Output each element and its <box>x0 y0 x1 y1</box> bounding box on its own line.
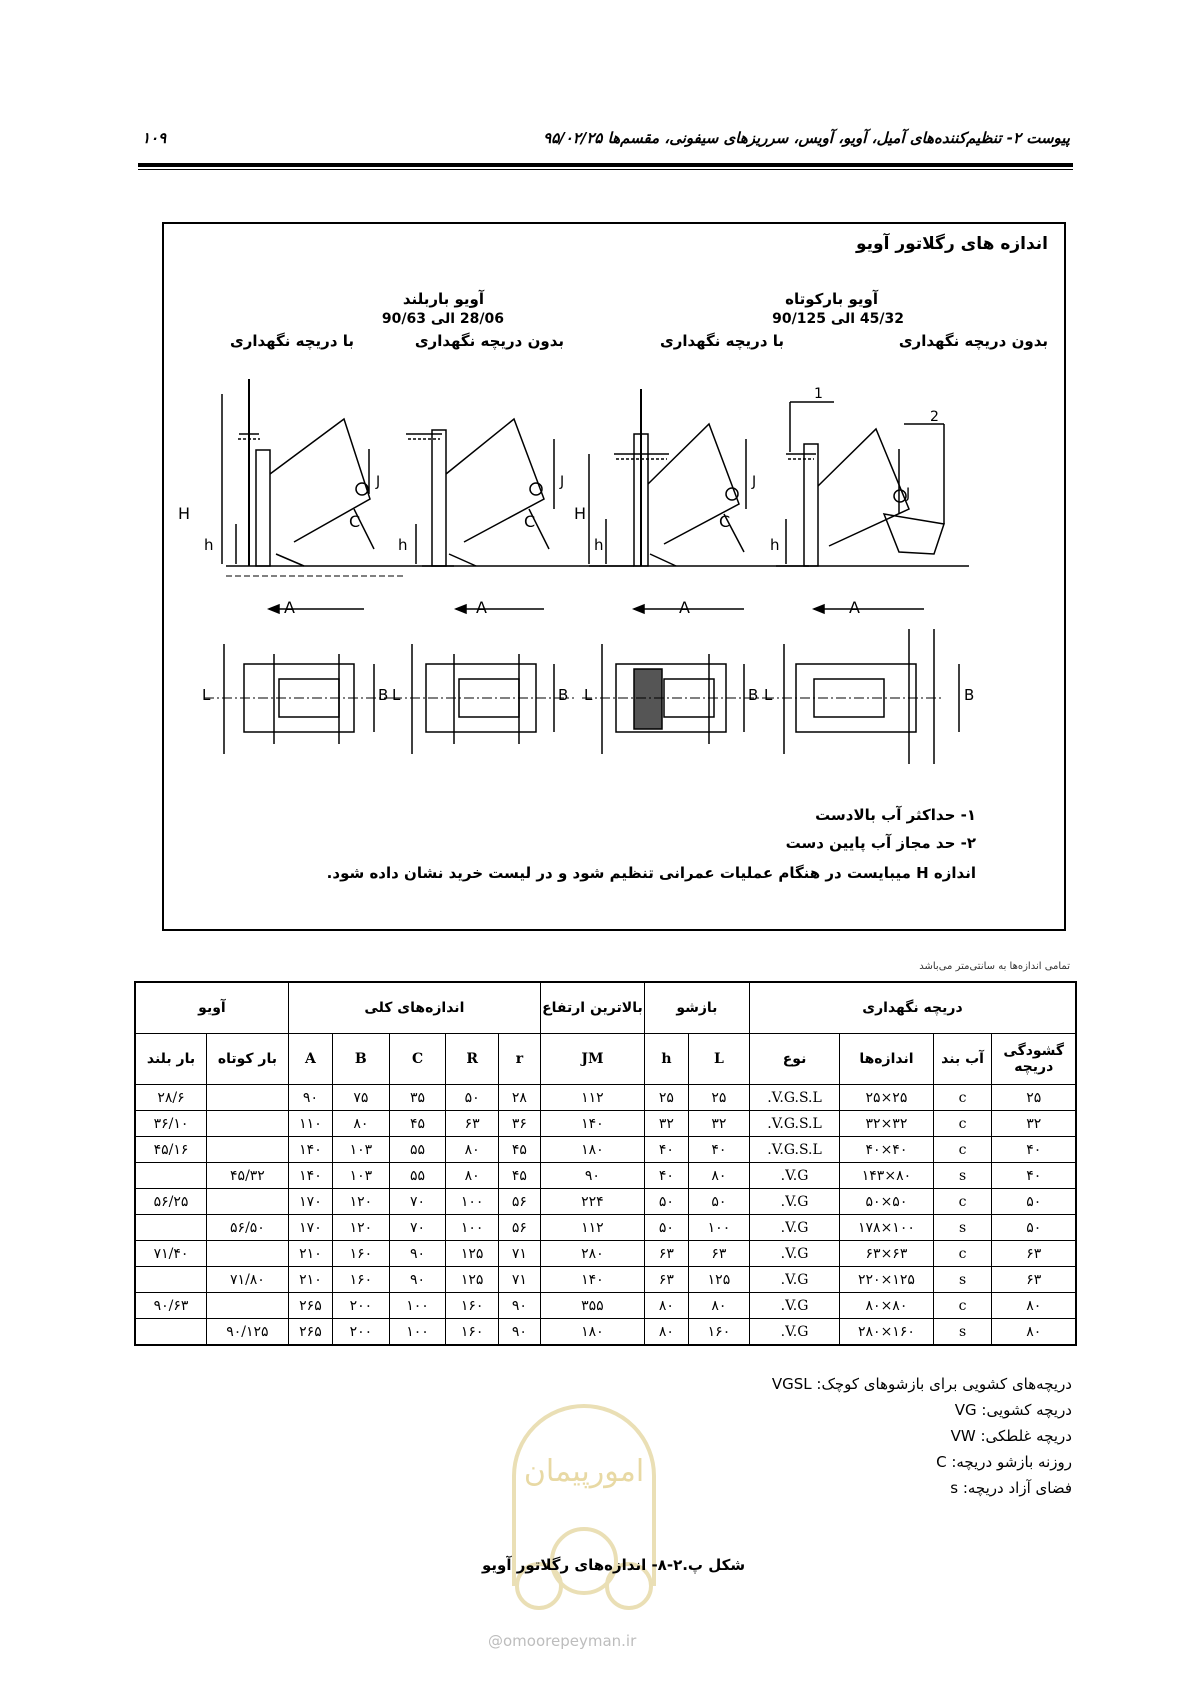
table-cell: ۱۲۵ <box>446 1267 499 1293</box>
table-cell: ۱۴۰ <box>288 1163 332 1189</box>
table-cell: V.G.S.L. <box>749 1111 839 1137</box>
table-cell: ۱۱۲ <box>540 1085 644 1111</box>
elevation-view-1 <box>222 379 454 613</box>
table-cell: ۷۱ <box>498 1241 540 1267</box>
table-cell: ۱۲۵×۲۲۰ <box>840 1267 933 1293</box>
legend-vgsl: دریچه‌های کشویی برای بازشوهای کوچک: VGSL <box>771 1375 1072 1393</box>
figure-title: اندازه های رگلاتور آویو <box>855 234 1048 254</box>
table-cell: ۴۵/۱۶ <box>135 1137 206 1163</box>
sub-with-door-1: با دریچه نگهداری <box>659 332 784 350</box>
table-cell: ۴۵ <box>498 1163 540 1189</box>
table-cell: ۴۰ <box>688 1137 749 1163</box>
table-units-note: تمامی اندازه‌ها به سانتی‌متر می‌باشد <box>919 961 1070 972</box>
table-cell: ۸۰ <box>992 1319 1076 1346</box>
table-cell: ۲۵ <box>688 1085 749 1111</box>
col-h: h <box>644 1034 688 1085</box>
table-cell: ۱۰۰ <box>446 1215 499 1241</box>
table-cell <box>206 1137 288 1163</box>
label-H-1: H <box>178 504 191 523</box>
table-cell <box>206 1111 288 1137</box>
table-cell: ۸۰ <box>688 1293 749 1319</box>
table-cell: V.G. <box>749 1215 839 1241</box>
table-cell: ۵۵ <box>389 1137 446 1163</box>
plan-view-2 <box>392 644 574 754</box>
table-cell: ۵۶/۵۰ <box>206 1215 288 1241</box>
label-1: 1 <box>814 386 823 402</box>
label-B-4: B <box>964 686 975 704</box>
table-cell: ۴۵ <box>498 1137 540 1163</box>
table-cell: ۲۱۰ <box>288 1241 332 1267</box>
table-cell: c <box>933 1137 992 1163</box>
table-cell: V.G. <box>749 1319 839 1346</box>
table-cell: ۱۸۰ <box>540 1137 644 1163</box>
table-cell: ۶۳×۶۳ <box>840 1241 933 1267</box>
table-body <box>135 1085 1076 1346</box>
table-cell: ۳۲ <box>992 1111 1076 1137</box>
table-cell: ۱۰۰ <box>446 1189 499 1215</box>
table-cell: ۸۰ <box>333 1111 390 1137</box>
table-row <box>135 1163 1076 1189</box>
header-rule-thin <box>138 169 1073 170</box>
label-C-1: C <box>349 512 361 531</box>
plan-view-3 <box>582 644 764 754</box>
table-cell: ۳۲×۳۲ <box>840 1111 933 1137</box>
col-dims: اندازه‌ها <box>840 1034 933 1085</box>
label-JM-1: J <box>376 474 381 490</box>
table-cell: ۱۶۰×۲۸۰ <box>840 1319 933 1346</box>
table-cell: ۳۲ <box>644 1111 688 1137</box>
table-cell: ۱۴۰ <box>540 1267 644 1293</box>
table-cell: ۱۲۰ <box>333 1215 390 1241</box>
label-A-2: A <box>476 598 487 617</box>
table-cell: ۸۰×۸۰ <box>840 1293 933 1319</box>
table-cell: s <box>933 1267 992 1293</box>
table-cell: ۵۰ <box>992 1189 1076 1215</box>
group-header-max-height: بالاترین ارتفاع <box>540 982 644 1034</box>
table-cell: s <box>933 1319 992 1346</box>
table-cell: ۶۳ <box>992 1267 1076 1293</box>
label-L-2: L <box>392 686 401 704</box>
sub-without-door-1: بدون دریچه نگهداری <box>898 332 1048 350</box>
header-rule-thick <box>138 163 1073 167</box>
col-seal: آب بند <box>933 1034 992 1085</box>
label-JM-4: J <box>906 486 911 502</box>
table-cell: ۹۰ <box>498 1319 540 1346</box>
table-cell: ۶۳ <box>446 1111 499 1137</box>
legend-vw: دریچه غلطکی: VW <box>950 1427 1072 1445</box>
table-row <box>135 1085 1076 1111</box>
table-cell: c <box>933 1085 992 1111</box>
group-header-avio: آویو <box>135 982 288 1034</box>
table-cell: ۵۰ <box>644 1215 688 1241</box>
table-cell: ۲۵×۲۵ <box>840 1085 933 1111</box>
table-row <box>135 1241 1076 1267</box>
table-cell: c <box>933 1111 992 1137</box>
table-cell <box>135 1215 206 1241</box>
label-h-2: h <box>398 536 408 554</box>
table-cell: ۸۰×۱۴۳ <box>840 1163 933 1189</box>
table-cell: ۲۸ <box>498 1085 540 1111</box>
group-header-overall: اندازه‌های کلی <box>288 982 540 1034</box>
table-cell: c <box>933 1241 992 1267</box>
label-h-4: h <box>770 536 780 554</box>
label-L-3: L <box>584 686 593 704</box>
table-cell: ۸۰ <box>644 1293 688 1319</box>
table-cell <box>206 1293 288 1319</box>
table-cell: ۱۰۰×۱۷۸ <box>840 1215 933 1241</box>
sub-with-door-2: با دریچه نگهداری <box>229 332 354 350</box>
table-cell: ۵۰ <box>446 1085 499 1111</box>
table-cell: ۱۱۲ <box>540 1215 644 1241</box>
table-cell: V.G.S.L. <box>749 1085 839 1111</box>
table-cell: ۸۰ <box>992 1293 1076 1319</box>
table-cell: ۸۰ <box>688 1163 749 1189</box>
page-header-title: پیوست ۲- تنظیم‌کننده‌های آمیل، آویو، آویس، سرریزهای سیفونی، مقسم‌ها ۹۵/۰۲/۲۵ <box>543 129 1070 147</box>
table-cell: V.G. <box>749 1163 839 1189</box>
label-JM-2: J <box>560 474 565 490</box>
table-cell: ۲۶۵ <box>288 1293 332 1319</box>
table-cell: V.G.S.L. <box>749 1137 839 1163</box>
table-cell: ۲۸۰ <box>540 1241 644 1267</box>
table-cell: s <box>933 1215 992 1241</box>
label-L-1: L <box>202 686 211 704</box>
table-cell: ۶۳ <box>688 1241 749 1267</box>
table-row <box>135 1319 1076 1346</box>
table-cell: ۸۰ <box>446 1163 499 1189</box>
table-cell: ۷۱/۴۰ <box>135 1241 206 1267</box>
table-cell: ۱۶۰ <box>446 1319 499 1346</box>
figure-note-3: اندازه H میبایست در هنگام عملیات عمرانی تنظیم شود و در لیست خرید نشان داده شود. <box>326 864 976 882</box>
label-B-3: B <box>748 686 759 704</box>
table-cell: ۷۱/۸۰ <box>206 1267 288 1293</box>
legend-vg: دریچه کشویی: VG <box>954 1401 1072 1419</box>
table-cell: ۱۲۵ <box>688 1267 749 1293</box>
col-long-load: بار بلند <box>135 1034 206 1085</box>
table-row <box>135 1189 1076 1215</box>
col-A: A <box>288 1034 332 1085</box>
group-short-name: آویو بارکوتاه <box>785 290 878 308</box>
table-cell: ۷۱ <box>498 1267 540 1293</box>
col-type: نوع <box>749 1034 839 1085</box>
watermark-url: @omoorepeyman.ir <box>488 1632 637 1650</box>
label-H-3: H <box>574 504 587 523</box>
col-B: B <box>333 1034 390 1085</box>
col-R: R <box>446 1034 499 1085</box>
group-header-door: دریچه نگهداری <box>749 982 1076 1034</box>
table-cell <box>135 1267 206 1293</box>
table-cell: ۷۰ <box>389 1189 446 1215</box>
table-cell: s <box>933 1163 992 1189</box>
table-cell: ۲۱۰ <box>288 1267 332 1293</box>
table-cell <box>206 1241 288 1267</box>
label-A-3: A <box>679 598 690 617</box>
table-cell: ۸۰ <box>446 1137 499 1163</box>
figure-note-2: ۲- حد مجاز آب پایین دست <box>785 834 976 852</box>
table-cell: ۵۶ <box>498 1215 540 1241</box>
plan-view-4 <box>764 629 959 764</box>
table-cell: ۶۳ <box>644 1241 688 1267</box>
table-cell: ۹۰ <box>540 1163 644 1189</box>
table-cell: ۹۰/۶۳ <box>135 1293 206 1319</box>
label-B-1: B <box>378 686 389 704</box>
table-cell <box>206 1189 288 1215</box>
table-cell: ۴۰ <box>644 1137 688 1163</box>
table-cell: ۵۰ <box>688 1189 749 1215</box>
elevation-view-2 <box>406 419 634 613</box>
table-cell: ۳۶/۱۰ <box>135 1111 206 1137</box>
table-cell: ۱۷۰ <box>288 1189 332 1215</box>
group-short-range: 45/32 الی 90/125 <box>772 311 904 327</box>
table-row <box>135 1111 1076 1137</box>
table-cell <box>135 1163 206 1189</box>
table-cell <box>135 1319 206 1346</box>
table-cell: ۲۰۰ <box>333 1319 390 1346</box>
label-JM-3: J <box>752 474 757 490</box>
table-cell: ۲۵ <box>644 1085 688 1111</box>
table-cell: ۳۲ <box>688 1111 749 1137</box>
table-cell: ۹۰ <box>389 1241 446 1267</box>
table-cell <box>206 1085 288 1111</box>
table-cell: ۵۵ <box>389 1163 446 1189</box>
table-cell: ۵۰×۵۰ <box>840 1189 933 1215</box>
table-cell: ۱۴۰ <box>288 1137 332 1163</box>
label-L-4: L <box>764 686 773 704</box>
table-cell: ۱۸۰ <box>540 1319 644 1346</box>
table-row <box>135 1215 1076 1241</box>
table-cell: ۳۵۵ <box>540 1293 644 1319</box>
table-cell: ۱۶۰ <box>446 1293 499 1319</box>
table-cell: ۱۷۰ <box>288 1215 332 1241</box>
table-cell: ۱۲۵ <box>446 1241 499 1267</box>
table-cell: ۵۶/۲۵ <box>135 1189 206 1215</box>
table-cell: ۶۳ <box>992 1241 1076 1267</box>
watermark-logo <box>484 1386 684 1614</box>
table-row <box>135 1137 1076 1163</box>
table-cell: ۴۰ <box>644 1163 688 1189</box>
table-cell: ۱۰۳ <box>333 1163 390 1189</box>
table-cell: ۵۶ <box>498 1189 540 1215</box>
table-cell: ۱۰۳ <box>333 1137 390 1163</box>
table-cell: ۳۶ <box>498 1111 540 1137</box>
label-h-1: h <box>204 536 214 554</box>
table-row <box>135 1293 1076 1319</box>
table-cell: ۱۰۰ <box>389 1293 446 1319</box>
table-cell: ۷۰ <box>389 1215 446 1241</box>
table-cell: ۱۰۰ <box>688 1215 749 1241</box>
col-L: L <box>688 1034 749 1085</box>
label-B-2: B <box>558 686 569 704</box>
table-cell: ۲۵ <box>992 1085 1076 1111</box>
table-cell: ۲۶۵ <box>288 1319 332 1346</box>
label-h-3: h <box>594 536 604 554</box>
group-long-range: 28/06 الی 90/63 <box>381 311 504 327</box>
table-cell: ۴۵/۳۲ <box>206 1163 288 1189</box>
legend-s: فضای آزاد دریچه: s <box>950 1479 1072 1497</box>
label-C-2: C <box>524 512 536 531</box>
table-cell: ۵۰ <box>992 1215 1076 1241</box>
col-r: r <box>498 1034 540 1085</box>
label-A-1: A <box>284 598 295 617</box>
label-C-3: C <box>719 512 731 531</box>
elevation-view-4 <box>776 402 969 613</box>
table-cell: V.G. <box>749 1267 839 1293</box>
legend-c: روزنه بازشو دریچه: C <box>936 1453 1072 1471</box>
col-C: C <box>389 1034 446 1085</box>
table-cell: ۱۱۰ <box>288 1111 332 1137</box>
col-short-load: بار کوتاه <box>206 1034 288 1085</box>
table-cell: ۹۰ <box>288 1085 332 1111</box>
table-cell: ۹۰/۱۲۵ <box>206 1319 288 1346</box>
label-2: 2 <box>930 409 939 425</box>
table-cell: ۴۵ <box>389 1111 446 1137</box>
col-JM: JM <box>540 1034 644 1085</box>
table-cell: V.G. <box>749 1241 839 1267</box>
table-cell: ۹۰ <box>389 1267 446 1293</box>
label-A-4: A <box>849 598 860 617</box>
table-cell: ۳۵ <box>389 1085 446 1111</box>
table-cell: ۴۰×۴۰ <box>840 1137 933 1163</box>
table-cell: V.G. <box>749 1189 839 1215</box>
table-cell: ۸۰ <box>644 1319 688 1346</box>
table-cell: ۱۴۰ <box>540 1111 644 1137</box>
table-cell: c <box>933 1293 992 1319</box>
avio-dimensions-table <box>134 981 1077 1346</box>
group-header-sluice: بازشو <box>644 982 749 1034</box>
table-cell: ۶۳ <box>644 1267 688 1293</box>
table-cell: ۹۰ <box>498 1293 540 1319</box>
table-cell: c <box>933 1189 992 1215</box>
figure-note-1: ۱- حداکثر آب بالادست <box>815 806 976 824</box>
table-cell: V.G. <box>749 1293 839 1319</box>
watermark-logo-text: امورپیمان <box>523 1454 645 1489</box>
table-cell: ۱۶۰ <box>333 1267 390 1293</box>
plan-view-1 <box>204 644 394 754</box>
table-cell: ۱۶۰ <box>688 1319 749 1346</box>
table-cell: ۴۰ <box>992 1163 1076 1189</box>
table-cell: ۷۵ <box>333 1085 390 1111</box>
technical-figure <box>162 222 1066 931</box>
table-row <box>135 1267 1076 1293</box>
col-opening: گشودگی دریچه <box>992 1034 1076 1085</box>
group-long-name: آویو باربلند <box>402 290 484 308</box>
sub-without-door-2: بدون دریچه نگهداری <box>414 332 564 350</box>
figure-caption: شکل پ.۲-۸- اندازه‌های رگلاتور آویو <box>482 1556 746 1574</box>
table-cell: ۱۲۰ <box>333 1189 390 1215</box>
table-cell: ۲۰۰ <box>333 1293 390 1319</box>
table-cell: ۵۰ <box>644 1189 688 1215</box>
table-cell: ۱۰۰ <box>389 1319 446 1346</box>
table-cell: ۱۶۰ <box>333 1241 390 1267</box>
table-cell: ۲۸/۶ <box>135 1085 206 1111</box>
table-cell: ۴۰ <box>992 1137 1076 1163</box>
table-cell: ۲۲۴ <box>540 1189 644 1215</box>
elevation-view-3 <box>589 389 809 613</box>
page-number: ۱۰۹ <box>142 129 167 147</box>
